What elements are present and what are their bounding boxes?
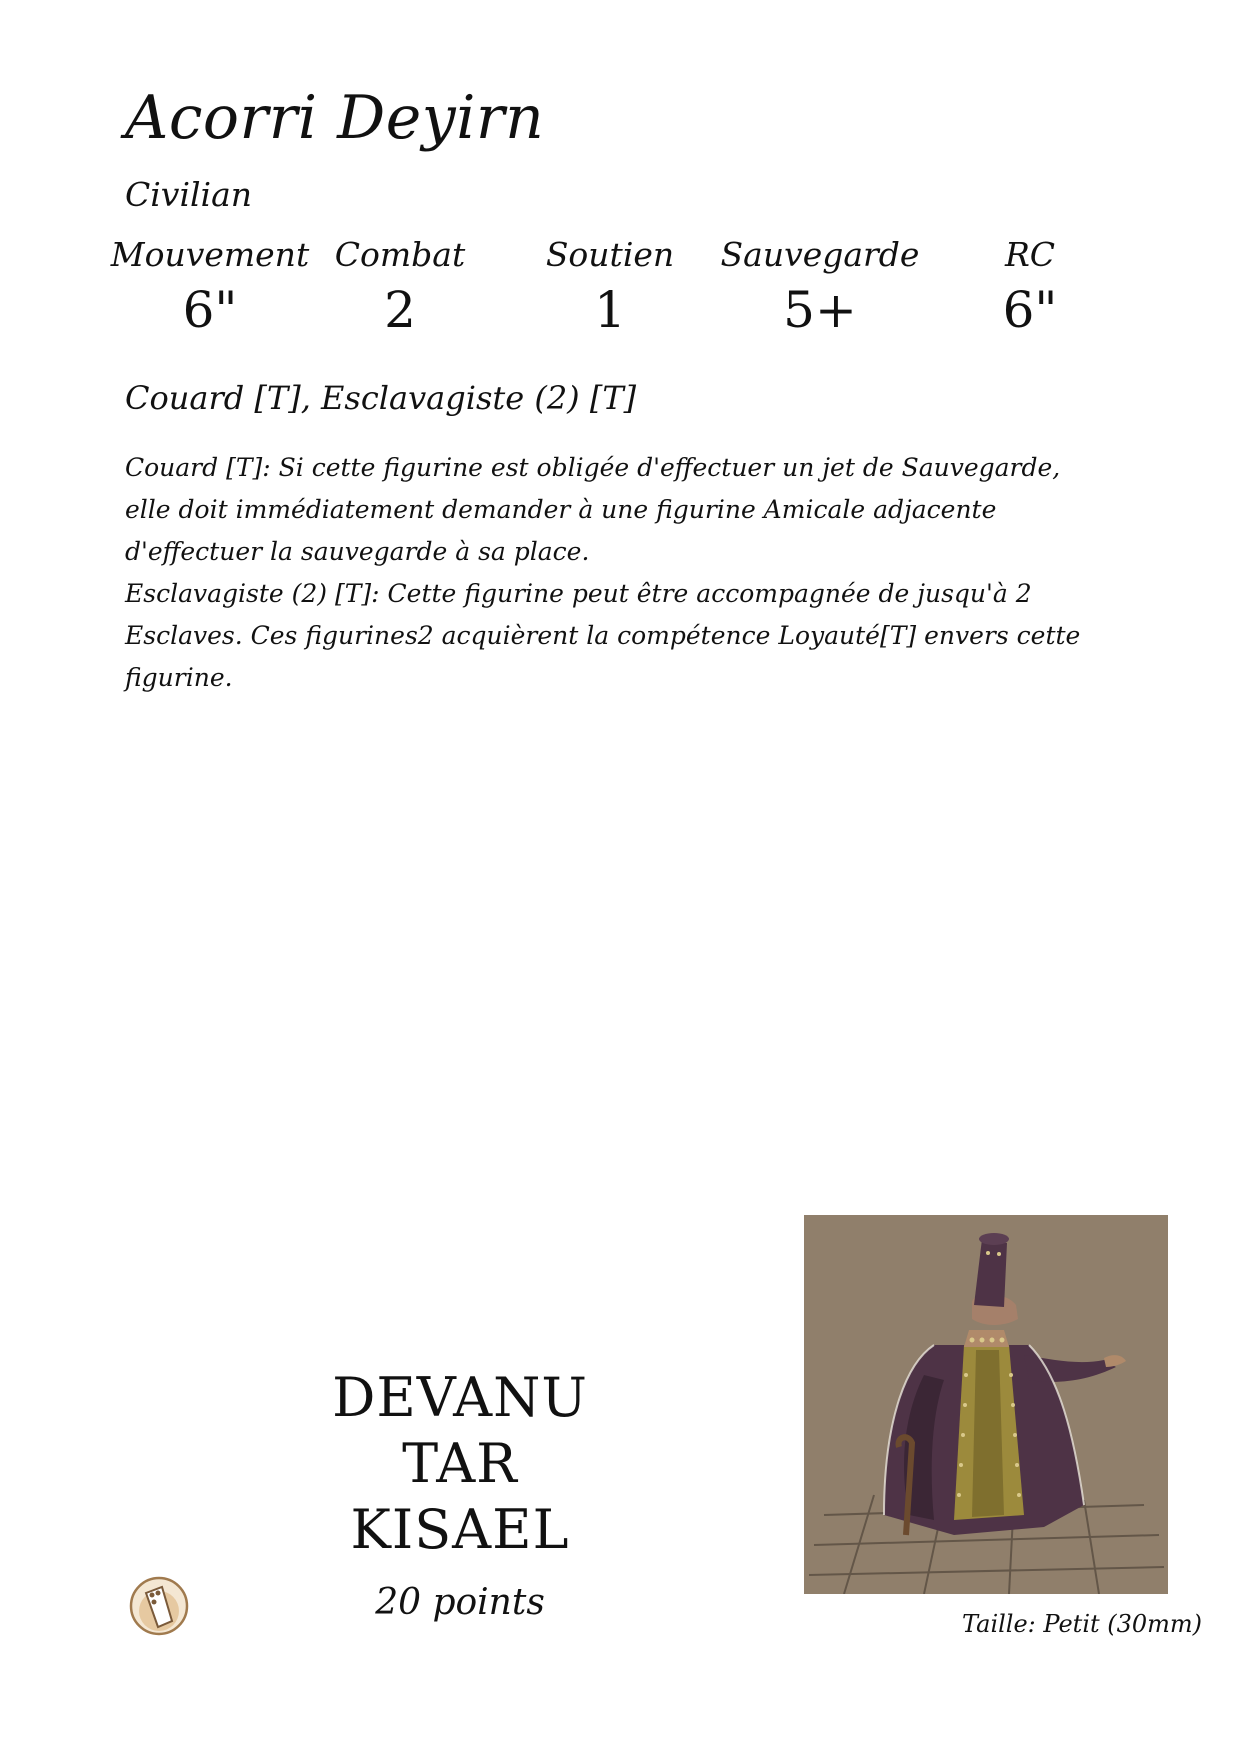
- faction-name-line: KISAEL: [350, 1498, 570, 1561]
- stat-value: 6": [182, 281, 238, 339]
- faction-block: [300, 1365, 620, 1621]
- ability-description-esclavagiste: Esclavagiste (2) [T]: Cette figurine peut être accompagnée de jusqu'à 2 Esclaves. Ces figurines2 acquièrent la compétence Loyauté[T] envers cette figurine.: [125, 579, 1081, 692]
- size-label: Taille: Petit (30mm): [962, 1610, 1203, 1638]
- character-type: Civilian: [125, 175, 253, 214]
- stat-mouvement: [100, 235, 320, 339]
- character-portrait: [804, 1215, 1168, 1594]
- character-name: Acorri Deyirn: [125, 83, 545, 153]
- abilities-list: Couard [T], Esclavagiste (2) [T]: [125, 379, 637, 417]
- faction-name-line: DEVANU: [332, 1366, 588, 1429]
- faction-logo-icon: [128, 1575, 190, 1637]
- ability-descriptions: [125, 447, 1085, 699]
- stat-label: Combat: [334, 235, 466, 274]
- faction-name-line: TAR: [402, 1432, 518, 1495]
- stat-label: Sauvegarde: [720, 235, 920, 274]
- stat-value: 2: [384, 281, 416, 339]
- stat-combat: [290, 235, 510, 339]
- stat-rc: [920, 235, 1140, 339]
- stat-value: 6": [1002, 281, 1058, 339]
- stat-sauvegarde: [710, 235, 930, 339]
- stat-value: 1: [594, 281, 626, 339]
- stat-label: RC: [1004, 235, 1056, 274]
- stat-label: Soutien: [545, 235, 675, 274]
- points-cost: 20 points: [375, 1582, 545, 1623]
- stat-label: Mouvement: [110, 235, 310, 274]
- stat-soutien: [500, 235, 720, 339]
- ability-description-couard: Couard [T]: Si cette figurine est obligée d'effectuer un jet de Sauvegarde, elle doit immédiatement demander à une figurine Amicale adjacente d'effectuer la sauvegarde à sa place.: [125, 453, 1061, 566]
- stat-value: 5+: [783, 281, 857, 339]
- stats-row: [100, 235, 1120, 348]
